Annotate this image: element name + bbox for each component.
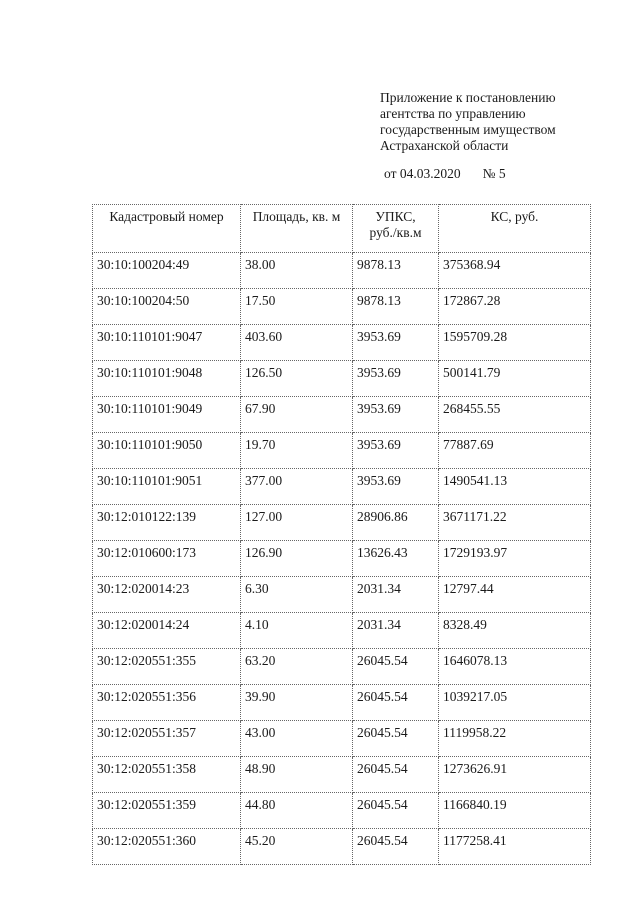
upks-cell: 3953.69	[353, 397, 439, 433]
ks-cell: 500141.79	[439, 361, 591, 397]
upks-cell: 26045.54	[353, 793, 439, 829]
ks-cell: 268455.55	[439, 397, 591, 433]
table-row	[93, 397, 591, 433]
table-body	[93, 253, 591, 865]
cadastral-number-cell: 30:12:010122:139	[93, 505, 241, 541]
table-row	[93, 433, 591, 469]
area-cell: 17.50	[241, 289, 353, 325]
area-cell: 48.90	[241, 757, 353, 793]
cadastral-number-cell: 30:12:020014:23	[93, 577, 241, 613]
area-cell: 126.90	[241, 541, 353, 577]
table-row	[93, 541, 591, 577]
upks-cell: 26045.54	[353, 829, 439, 865]
area-cell: 6.30	[241, 577, 353, 613]
cadastral-number-cell: 30:12:020551:357	[93, 721, 241, 757]
column-header-area: Площадь, кв. м	[241, 205, 353, 253]
ks-cell: 77887.69	[439, 433, 591, 469]
header-line-1: Приложение к постановлению	[380, 90, 556, 105]
upks-cell: 3953.69	[353, 433, 439, 469]
table-row	[93, 793, 591, 829]
ks-cell: 1039217.05	[439, 685, 591, 721]
table-header-row	[93, 205, 591, 253]
table-row	[93, 289, 591, 325]
table-row	[93, 613, 591, 649]
column-header-upks-line1: УПКС,	[375, 209, 416, 224]
area-cell: 377.00	[241, 469, 353, 505]
ks-cell: 375368.94	[439, 253, 591, 289]
table-row	[93, 253, 591, 289]
table-row	[93, 649, 591, 685]
area-cell: 45.20	[241, 829, 353, 865]
header-line-2: агентства по управлению	[380, 106, 526, 121]
ks-cell: 1490541.13	[439, 469, 591, 505]
table-row	[93, 685, 591, 721]
ks-cell: 172867.28	[439, 289, 591, 325]
document-number: № 5	[482, 166, 506, 181]
table-row	[93, 757, 591, 793]
area-cell: 67.90	[241, 397, 353, 433]
upks-cell: 28906.86	[353, 505, 439, 541]
ks-cell: 12797.44	[439, 577, 591, 613]
upks-cell: 26045.54	[353, 685, 439, 721]
upks-cell: 2031.34	[353, 577, 439, 613]
cadastral-number-cell: 30:12:020551:358	[93, 757, 241, 793]
cadastral-number-cell: 30:12:020014:24	[93, 613, 241, 649]
column-header-cadastral-number: Кадастровый номер	[93, 205, 241, 253]
cadastral-number-cell: 30:10:110101:9050	[93, 433, 241, 469]
upks-cell: 3953.69	[353, 361, 439, 397]
ks-cell: 1273626.91	[439, 757, 591, 793]
upks-cell: 26045.54	[353, 757, 439, 793]
cadastral-number-cell: 30:12:020551:360	[93, 829, 241, 865]
ks-cell: 1729193.97	[439, 541, 591, 577]
ks-cell: 8328.49	[439, 613, 591, 649]
cadastral-number-cell: 30:10:100204:50	[93, 289, 241, 325]
upks-cell: 2031.34	[353, 613, 439, 649]
area-cell: 63.20	[241, 649, 353, 685]
table-row	[93, 829, 591, 865]
upks-cell: 13626.43	[353, 541, 439, 577]
ks-cell: 1595709.28	[439, 325, 591, 361]
area-cell: 43.00	[241, 721, 353, 757]
upks-cell: 3953.69	[353, 325, 439, 361]
header-line-3: государственным имуществом	[380, 122, 556, 137]
area-cell: 4.10	[241, 613, 353, 649]
column-header-upks-line2: руб./кв.м	[369, 225, 422, 240]
column-header-upks	[353, 205, 439, 253]
date-prefix: от	[384, 166, 397, 181]
area-cell: 39.90	[241, 685, 353, 721]
cadastral-number-cell: 30:12:020551:355	[93, 649, 241, 685]
document-date: 04.03.2020	[399, 166, 461, 181]
header-date-line	[384, 166, 556, 182]
upks-cell: 9878.13	[353, 253, 439, 289]
upks-cell: 26045.54	[353, 649, 439, 685]
area-cell: 127.00	[241, 505, 353, 541]
area-cell: 403.60	[241, 325, 353, 361]
table-row	[93, 325, 591, 361]
upks-cell: 26045.54	[353, 721, 439, 757]
cadastral-number-cell: 30:10:110101:9047	[93, 325, 241, 361]
area-cell: 19.70	[241, 433, 353, 469]
table-row	[93, 505, 591, 541]
cadastral-number-cell: 30:12:020551:359	[93, 793, 241, 829]
ks-cell: 3671171.22	[439, 505, 591, 541]
cadastral-number-cell: 30:10:110101:9049	[93, 397, 241, 433]
ks-cell: 1166840.19	[439, 793, 591, 829]
ks-cell: 1177258.41	[439, 829, 591, 865]
table-row	[93, 721, 591, 757]
upks-cell: 3953.69	[353, 469, 439, 505]
column-header-ks: КС, руб.	[439, 205, 591, 253]
table-row	[93, 361, 591, 397]
cadastral-number-cell: 30:12:010600:173	[93, 541, 241, 577]
document-header	[380, 90, 556, 182]
area-cell: 44.80	[241, 793, 353, 829]
cadastral-number-cell: 30:10:110101:9051	[93, 469, 241, 505]
cadastral-table	[92, 204, 591, 865]
cadastral-number-cell: 30:10:100204:49	[93, 253, 241, 289]
ks-cell: 1646078.13	[439, 649, 591, 685]
header-line-4: Астраханской области	[380, 138, 509, 153]
cadastral-number-cell: 30:12:020551:356	[93, 685, 241, 721]
ks-cell: 1119958.22	[439, 721, 591, 757]
cadastral-number-cell: 30:10:110101:9048	[93, 361, 241, 397]
area-cell: 38.00	[241, 253, 353, 289]
area-cell: 126.50	[241, 361, 353, 397]
upks-cell: 9878.13	[353, 289, 439, 325]
table-row	[93, 469, 591, 505]
table-row	[93, 577, 591, 613]
